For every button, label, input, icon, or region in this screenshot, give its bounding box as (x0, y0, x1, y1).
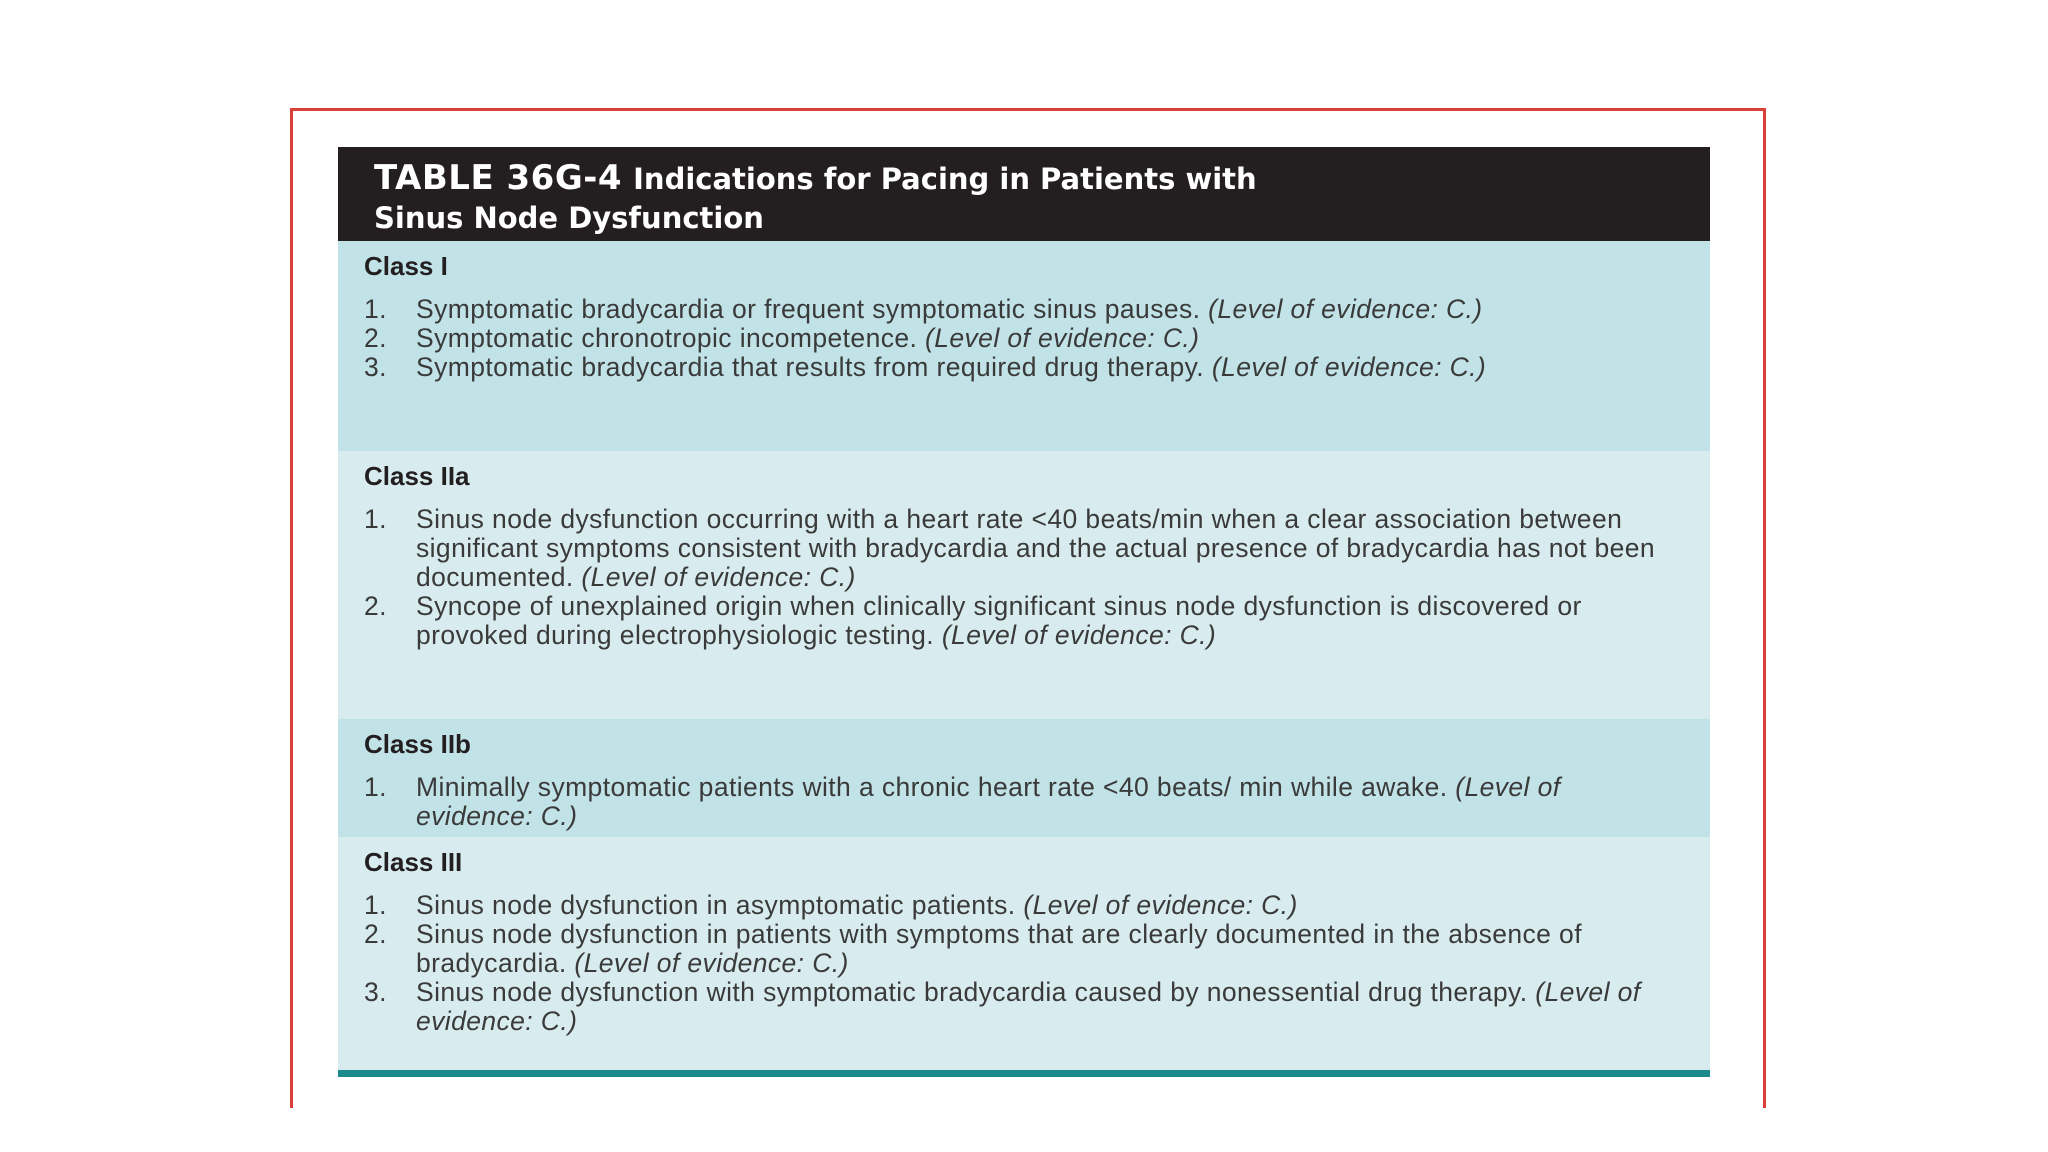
item-number: 2. (364, 591, 387, 621)
evidence-level: (Level of evidence: C.) (1023, 890, 1298, 920)
pacing-indications-table (338, 147, 1710, 1077)
item-number: 3. (364, 977, 387, 1007)
evidence-level: (Level of evidence: C.) (574, 948, 849, 978)
section-class-iia (338, 451, 1710, 719)
table-number: TABLE 36G-4 (374, 158, 622, 198)
evidence-level: (Level of evidence: C.) (941, 620, 1217, 650)
item-text (416, 505, 1680, 592)
list-item (364, 920, 1680, 978)
table-title-line1: Indications for Pacing in Patients with (633, 162, 1257, 196)
item-text (416, 920, 1680, 978)
evidence-level: (Level of evidence: C.) (416, 772, 1561, 831)
item-body: Syncope of unexplained origin when clinically significant sinus node dysfunction is discovered or provoked during electrophysiologic testing. (416, 591, 1582, 650)
item-body: Sinus node dysfunction with symptomatic bradycardia caused by nonessential drug therapy. (416, 977, 1528, 1007)
indication-list (364, 505, 1680, 650)
item-text (416, 773, 1680, 831)
indication-list (364, 891, 1680, 1036)
item-body: Sinus node dysfunction in asymptomatic patients. (416, 890, 1016, 920)
table-title-line2: Sinus Node Dysfunction (374, 201, 764, 235)
table-bottom-rule (338, 1070, 1710, 1077)
evidence-level: (Level of evidence: C.) (581, 562, 856, 592)
item-text (416, 592, 1680, 650)
evidence-level: (Level of evidence: C.) (925, 323, 1200, 353)
list-item (364, 773, 1680, 831)
item-body: Sinus node dysfunction occurring with a heart rate <40 beats/min when a clear association between significant symptoms consistent with bradycardia and the actual presence of bradycardia has not been documented. (416, 504, 1656, 592)
item-text (416, 324, 1680, 353)
evidence-level: (Level of evidence: C.) (1211, 352, 1487, 382)
item-text (416, 295, 1680, 324)
list-item (364, 592, 1680, 650)
item-number: 2. (364, 323, 387, 353)
list-item (364, 353, 1680, 382)
item-body: Minimally symptomatic patients with a chronic heart rate <40 beats/ min while awake. (416, 772, 1448, 802)
item-text (416, 891, 1680, 920)
list-item (364, 505, 1680, 592)
item-number: 1. (364, 890, 387, 920)
indication-list (364, 773, 1680, 831)
item-text (416, 978, 1680, 1036)
class-label: Class IIa (364, 461, 470, 491)
list-item (364, 978, 1680, 1036)
item-body: Sinus node dysfunction in patients with symptoms that are clearly documented in the absence of bradycardia. (416, 919, 1582, 978)
item-number: 1. (364, 504, 387, 534)
section-class-iib (338, 719, 1710, 837)
table-header (338, 147, 1710, 241)
class-label: Class IIb (364, 729, 471, 759)
evidence-level: (Level of evidence: C.) (416, 977, 1641, 1036)
item-number: 1. (364, 294, 387, 324)
item-body: Symptomatic chronotropic incompetence. (416, 323, 918, 353)
item-text (416, 353, 1680, 382)
indication-list (364, 295, 1680, 382)
list-item (364, 324, 1680, 353)
item-number: 2. (364, 919, 387, 949)
list-item (364, 295, 1680, 324)
evidence-level: (Level of evidence: C.) (1208, 294, 1483, 324)
item-body: Symptomatic bradycardia or frequent symptomatic sinus pauses. (416, 294, 1201, 324)
section-class-i (338, 241, 1710, 451)
section-class-iii (338, 837, 1710, 1069)
item-number: 3. (364, 352, 387, 382)
list-item (364, 891, 1680, 920)
class-label: Class III (364, 847, 463, 877)
item-number: 1. (364, 772, 387, 802)
class-label: Class I (364, 251, 448, 281)
item-body: Symptomatic bradycardia that results from required drug therapy. (416, 352, 1205, 382)
